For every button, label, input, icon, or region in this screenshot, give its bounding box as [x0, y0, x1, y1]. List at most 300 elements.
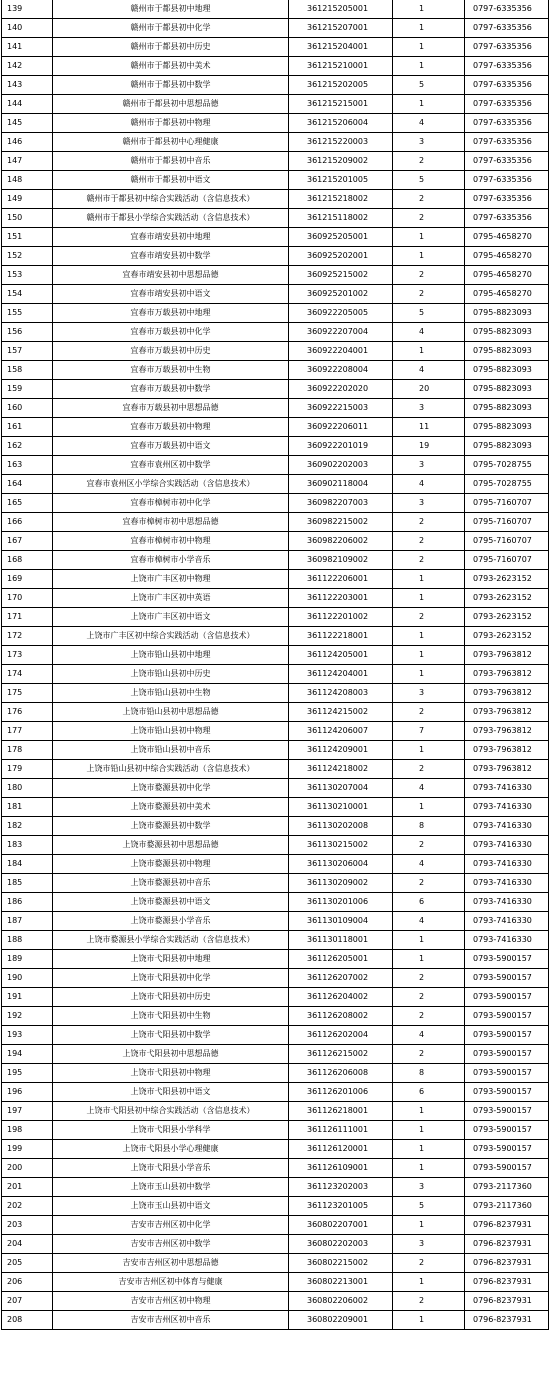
- position-code-cell: 361215220003: [289, 133, 393, 152]
- position-name-cell: 宜春市樟树市初中物理: [53, 532, 289, 551]
- row-number-cell: 151: [2, 228, 53, 247]
- headcount-cell: 6: [393, 893, 465, 912]
- position-name-cell: 上饶市婺源县初中语文: [53, 893, 289, 912]
- contact-phone-cell: 0793-5900157: [465, 988, 549, 1007]
- contact-phone-cell: 0795-4658270: [465, 228, 549, 247]
- position-code-cell: 361123202003: [289, 1178, 393, 1197]
- headcount-cell: 4: [393, 1026, 465, 1045]
- position-name-cell: 宜春市靖安县初中数学: [53, 247, 289, 266]
- position-code-cell: 361126120001: [289, 1140, 393, 1159]
- headcount-cell: 1: [393, 57, 465, 76]
- contact-phone-cell: 0795-7028755: [465, 475, 549, 494]
- row-number-cell: 160: [2, 399, 53, 418]
- table-row: [2, 57, 549, 76]
- position-name-cell: 赣州市于都县初中物理: [53, 114, 289, 133]
- row-number-cell: 200: [2, 1159, 53, 1178]
- row-number-cell: 198: [2, 1121, 53, 1140]
- position-code-cell: 360925201002: [289, 285, 393, 304]
- headcount-cell: 5: [393, 76, 465, 95]
- table-row: [2, 475, 549, 494]
- headcount-cell: 1: [393, 228, 465, 247]
- row-number-cell: 171: [2, 608, 53, 627]
- contact-phone-cell: 0793-7416330: [465, 931, 549, 950]
- position-name-cell: 宜春市万载县初中数学: [53, 380, 289, 399]
- position-name-cell: 上饶市广丰区初中物理: [53, 570, 289, 589]
- row-number-cell: 140: [2, 19, 53, 38]
- table-row: [2, 1045, 549, 1064]
- headcount-cell: 2: [393, 836, 465, 855]
- position-name-cell: 宜春市万载县初中历史: [53, 342, 289, 361]
- row-number-cell: 152: [2, 247, 53, 266]
- headcount-cell: 1: [393, 798, 465, 817]
- row-number-cell: 179: [2, 760, 53, 779]
- table-row: [2, 817, 549, 836]
- position-name-cell: 吉安市吉州区初中化学: [53, 1216, 289, 1235]
- table-row: [2, 798, 549, 817]
- row-number-cell: 193: [2, 1026, 53, 1045]
- row-number-cell: 164: [2, 475, 53, 494]
- headcount-cell: 2: [393, 608, 465, 627]
- position-name-cell: 宜春市万载县初中物理: [53, 418, 289, 437]
- headcount-cell: 2: [393, 760, 465, 779]
- table-row: [2, 1235, 549, 1254]
- table-row: [2, 437, 549, 456]
- position-code-cell: 361122218001: [289, 627, 393, 646]
- position-name-cell: 上饶市婺源县小学综合实践活动（含信息技术）: [53, 931, 289, 950]
- table-row: [2, 114, 549, 133]
- contact-phone-cell: 0795-8823093: [465, 342, 549, 361]
- position-code-cell: 361124208003: [289, 684, 393, 703]
- headcount-cell: 2: [393, 969, 465, 988]
- table-body: [2, 0, 549, 1330]
- row-number-cell: 207: [2, 1292, 53, 1311]
- contact-phone-cell: 0793-5900157: [465, 1064, 549, 1083]
- position-name-cell: 宜春市万载县初中地理: [53, 304, 289, 323]
- table-row: [2, 741, 549, 760]
- table-row: [2, 1254, 549, 1273]
- position-code-cell: 361215206004: [289, 114, 393, 133]
- contact-phone-cell: 0793-7416330: [465, 855, 549, 874]
- position-code-cell: 361215204001: [289, 38, 393, 57]
- position-code-cell: 360922205005: [289, 304, 393, 323]
- position-code-cell: 361126206008: [289, 1064, 393, 1083]
- position-code-cell: 361124206007: [289, 722, 393, 741]
- row-number-cell: 161: [2, 418, 53, 437]
- position-name-cell: 上饶市铅山县初中地理: [53, 646, 289, 665]
- position-code-cell: 361126218001: [289, 1102, 393, 1121]
- position-code-cell: 360925202001: [289, 247, 393, 266]
- contact-phone-cell: 0793-7963812: [465, 665, 549, 684]
- contact-phone-cell: 0793-5900157: [465, 1102, 549, 1121]
- position-name-cell: 上饶市弋阳县初中数学: [53, 1026, 289, 1045]
- contact-phone-cell: 0793-5900157: [465, 969, 549, 988]
- contact-phone-cell: 0793-5900157: [465, 1007, 549, 1026]
- position-name-cell: 上饶市铅山县初中思想品德: [53, 703, 289, 722]
- contact-phone-cell: 0793-7963812: [465, 722, 549, 741]
- row-number-cell: 192: [2, 1007, 53, 1026]
- position-code-cell: 361126201006: [289, 1083, 393, 1102]
- table-row: [2, 551, 549, 570]
- table-row: [2, 456, 549, 475]
- headcount-cell: 5: [393, 1197, 465, 1216]
- row-number-cell: 185: [2, 874, 53, 893]
- position-code-cell: 361126111001: [289, 1121, 393, 1140]
- headcount-cell: 1: [393, 589, 465, 608]
- headcount-cell: 2: [393, 1292, 465, 1311]
- row-number-cell: 146: [2, 133, 53, 152]
- headcount-cell: 1: [393, 247, 465, 266]
- table-row: [2, 1102, 549, 1121]
- row-number-cell: 158: [2, 361, 53, 380]
- headcount-cell: 2: [393, 1045, 465, 1064]
- table-row: [2, 342, 549, 361]
- table-row: [2, 760, 549, 779]
- table-row: [2, 513, 549, 532]
- position-name-cell: 上饶市弋阳县初中地理: [53, 950, 289, 969]
- contact-phone-cell: 0797-6335356: [465, 190, 549, 209]
- position-name-cell: 上饶市铅山县初中生物: [53, 684, 289, 703]
- position-code-cell: 361126205001: [289, 950, 393, 969]
- headcount-cell: 1: [393, 1311, 465, 1330]
- contact-phone-cell: 0795-4658270: [465, 247, 549, 266]
- position-code-cell: 361215209002: [289, 152, 393, 171]
- headcount-cell: 1: [393, 38, 465, 57]
- position-name-cell: 上饶市婺源县初中物理: [53, 855, 289, 874]
- position-code-cell: 361215118002: [289, 209, 393, 228]
- row-number-cell: 162: [2, 437, 53, 456]
- contact-phone-cell: 0795-7028755: [465, 456, 549, 475]
- contact-phone-cell: 0793-2623152: [465, 627, 549, 646]
- position-code-cell: 361130201006: [289, 893, 393, 912]
- position-name-cell: 宜春市袁州区初中数学: [53, 456, 289, 475]
- row-number-cell: 177: [2, 722, 53, 741]
- position-code-cell: 360922208004: [289, 361, 393, 380]
- headcount-cell: 2: [393, 285, 465, 304]
- table-row: [2, 1140, 549, 1159]
- table-row: [2, 779, 549, 798]
- row-number-cell: 195: [2, 1064, 53, 1083]
- headcount-cell: 1: [393, 95, 465, 114]
- position-code-cell: 361215205001: [289, 0, 393, 19]
- headcount-cell: 1: [393, 1216, 465, 1235]
- contact-phone-cell: 0793-2623152: [465, 608, 549, 627]
- row-number-cell: 169: [2, 570, 53, 589]
- table-row: [2, 323, 549, 342]
- row-number-cell: 206: [2, 1273, 53, 1292]
- position-name-cell: 赣州市于都县初中数学: [53, 76, 289, 95]
- row-number-cell: 156: [2, 323, 53, 342]
- headcount-cell: 2: [393, 532, 465, 551]
- headcount-cell: 7: [393, 722, 465, 741]
- headcount-cell: 11: [393, 418, 465, 437]
- headcount-cell: 2: [393, 513, 465, 532]
- contact-phone-cell: 0795-8823093: [465, 304, 549, 323]
- headcount-cell: 3: [393, 1178, 465, 1197]
- contact-phone-cell: 0797-6335356: [465, 114, 549, 133]
- row-number-cell: 145: [2, 114, 53, 133]
- position-code-cell: 360982207003: [289, 494, 393, 513]
- position-code-cell: 360802213001: [289, 1273, 393, 1292]
- contact-phone-cell: 0793-5900157: [465, 1026, 549, 1045]
- table-row: [2, 988, 549, 1007]
- headcount-cell: 1: [393, 19, 465, 38]
- position-code-cell: 360925215002: [289, 266, 393, 285]
- contact-phone-cell: 0796-8237931: [465, 1235, 549, 1254]
- headcount-cell: 3: [393, 684, 465, 703]
- row-number-cell: 153: [2, 266, 53, 285]
- row-number-cell: 174: [2, 665, 53, 684]
- position-name-cell: 赣州市于都县初中音乐: [53, 152, 289, 171]
- row-number-cell: 163: [2, 456, 53, 475]
- table-row: [2, 1178, 549, 1197]
- headcount-cell: 1: [393, 0, 465, 19]
- table-row: [2, 285, 549, 304]
- headcount-cell: 2: [393, 152, 465, 171]
- table-row: [2, 418, 549, 437]
- position-code-cell: 361122201002: [289, 608, 393, 627]
- row-number-cell: 196: [2, 1083, 53, 1102]
- position-name-cell: 赣州市于都县初中化学: [53, 19, 289, 38]
- contact-phone-cell: 0797-6335356: [465, 95, 549, 114]
- row-number-cell: 168: [2, 551, 53, 570]
- headcount-cell: 3: [393, 494, 465, 513]
- position-name-cell: 上饶市铅山县初中历史: [53, 665, 289, 684]
- position-name-cell: 上饶市婺源县初中音乐: [53, 874, 289, 893]
- table-row: [2, 893, 549, 912]
- position-name-cell: 上饶市婺源县小学音乐: [53, 912, 289, 931]
- headcount-cell: 1: [393, 342, 465, 361]
- contact-phone-cell: 0793-7963812: [465, 646, 549, 665]
- position-code-cell: 360802215002: [289, 1254, 393, 1273]
- contact-phone-cell: 0793-7416330: [465, 912, 549, 931]
- position-code-cell: 361124204001: [289, 665, 393, 684]
- contact-phone-cell: 0797-6335356: [465, 209, 549, 228]
- position-name-cell: 宜春市万载县初中思想品德: [53, 399, 289, 418]
- row-number-cell: 172: [2, 627, 53, 646]
- row-number-cell: 178: [2, 741, 53, 760]
- row-number-cell: 199: [2, 1140, 53, 1159]
- row-number-cell: 141: [2, 38, 53, 57]
- table-row: [2, 646, 549, 665]
- position-code-cell: 360922201019: [289, 437, 393, 456]
- position-code-cell: 361130207004: [289, 779, 393, 798]
- contact-phone-cell: 0793-7416330: [465, 893, 549, 912]
- position-code-cell: 361124205001: [289, 646, 393, 665]
- position-name-cell: 上饶市弋阳县初中思想品德: [53, 1045, 289, 1064]
- row-number-cell: 181: [2, 798, 53, 817]
- row-number-cell: 204: [2, 1235, 53, 1254]
- table-row: [2, 152, 549, 171]
- contact-phone-cell: 0793-7963812: [465, 741, 549, 760]
- position-name-cell: 上饶市玉山县初中数学: [53, 1178, 289, 1197]
- position-code-cell: 361126208002: [289, 1007, 393, 1026]
- table-row: [2, 1216, 549, 1235]
- row-number-cell: 191: [2, 988, 53, 1007]
- table-row: [2, 304, 549, 323]
- contact-phone-cell: 0793-2117360: [465, 1178, 549, 1197]
- position-name-cell: 上饶市广丰区初中英语: [53, 589, 289, 608]
- contact-phone-cell: 0795-7160707: [465, 532, 549, 551]
- contact-phone-cell: 0797-6335356: [465, 19, 549, 38]
- position-name-cell: 吉安市吉州区初中思想品德: [53, 1254, 289, 1273]
- contact-phone-cell: 0797-6335356: [465, 152, 549, 171]
- position-code-cell: 361215218002: [289, 190, 393, 209]
- headcount-cell: 3: [393, 1235, 465, 1254]
- contact-phone-cell: 0795-8823093: [465, 418, 549, 437]
- position-name-cell: 上饶市婺源县初中化学: [53, 779, 289, 798]
- contact-phone-cell: 0793-5900157: [465, 1045, 549, 1064]
- contact-phone-cell: 0796-8237931: [465, 1254, 549, 1273]
- headcount-cell: 1: [393, 950, 465, 969]
- table-row: [2, 1083, 549, 1102]
- table-row: [2, 361, 549, 380]
- row-number-cell: 139: [2, 0, 53, 19]
- headcount-cell: 2: [393, 551, 465, 570]
- table-row: [2, 399, 549, 418]
- position-code-cell: 361130109004: [289, 912, 393, 931]
- headcount-cell: 2: [393, 266, 465, 285]
- position-name-cell: 赣州市于都县初中综合实践活动（含信息技术）: [53, 190, 289, 209]
- row-number-cell: 148: [2, 171, 53, 190]
- contact-phone-cell: 0795-8823093: [465, 437, 549, 456]
- table-row: [2, 950, 549, 969]
- headcount-cell: 4: [393, 323, 465, 342]
- position-code-cell: 361215215001: [289, 95, 393, 114]
- row-number-cell: 187: [2, 912, 53, 931]
- position-code-cell: 360802202003: [289, 1235, 393, 1254]
- contact-phone-cell: 0793-5900157: [465, 1159, 549, 1178]
- row-number-cell: 202: [2, 1197, 53, 1216]
- table-row: [2, 722, 549, 741]
- table-row: [2, 95, 549, 114]
- position-name-cell: 上饶市弋阳县小学科学: [53, 1121, 289, 1140]
- table-row: [2, 912, 549, 931]
- position-code-cell: 360802209001: [289, 1311, 393, 1330]
- headcount-cell: 2: [393, 209, 465, 228]
- position-code-cell: 361130215002: [289, 836, 393, 855]
- headcount-cell: 2: [393, 1254, 465, 1273]
- row-number-cell: 186: [2, 893, 53, 912]
- row-number-cell: 149: [2, 190, 53, 209]
- row-number-cell: 208: [2, 1311, 53, 1330]
- contact-phone-cell: 0797-6335356: [465, 57, 549, 76]
- table-row: [2, 228, 549, 247]
- contact-phone-cell: 0796-8237931: [465, 1292, 549, 1311]
- position-name-cell: 上饶市玉山县初中语文: [53, 1197, 289, 1216]
- position-code-cell: 361126109001: [289, 1159, 393, 1178]
- row-number-cell: 205: [2, 1254, 53, 1273]
- position-code-cell: 361215201005: [289, 171, 393, 190]
- position-name-cell: 上饶市弋阳县初中物理: [53, 1064, 289, 1083]
- table-row: [2, 836, 549, 855]
- position-name-cell: 宜春市万载县初中化学: [53, 323, 289, 342]
- headcount-cell: 3: [393, 133, 465, 152]
- row-number-cell: 194: [2, 1045, 53, 1064]
- contact-phone-cell: 0793-7416330: [465, 836, 549, 855]
- position-code-cell: 360922215003: [289, 399, 393, 418]
- contact-phone-cell: 0793-2623152: [465, 589, 549, 608]
- position-code-cell: 360922207004: [289, 323, 393, 342]
- position-name-cell: 赣州市于都县初中思想品德: [53, 95, 289, 114]
- table-row: [2, 380, 549, 399]
- headcount-cell: 4: [393, 114, 465, 133]
- headcount-cell: 3: [393, 399, 465, 418]
- contact-phone-cell: 0795-7160707: [465, 551, 549, 570]
- position-name-cell: 赣州市于都县小学综合实践活动（含信息技术）: [53, 209, 289, 228]
- position-code-cell: 361124215002: [289, 703, 393, 722]
- headcount-cell: 2: [393, 874, 465, 893]
- position-code-cell: 361122206001: [289, 570, 393, 589]
- row-number-cell: 159: [2, 380, 53, 399]
- contact-phone-cell: 0793-5900157: [465, 1121, 549, 1140]
- contact-phone-cell: 0793-7963812: [465, 760, 549, 779]
- table-row: [2, 532, 549, 551]
- table-row: [2, 665, 549, 684]
- contact-phone-cell: 0793-2117360: [465, 1197, 549, 1216]
- headcount-cell: 1: [393, 646, 465, 665]
- headcount-cell: 5: [393, 171, 465, 190]
- headcount-cell: 1: [393, 1102, 465, 1121]
- table-row: [2, 931, 549, 950]
- contact-phone-cell: 0793-7963812: [465, 703, 549, 722]
- contact-phone-cell: 0793-7416330: [465, 779, 549, 798]
- position-code-cell: 361124209001: [289, 741, 393, 760]
- row-number-cell: 150: [2, 209, 53, 228]
- position-code-cell: 361124218002: [289, 760, 393, 779]
- position-name-cell: 吉安市吉州区初中体育与健康: [53, 1273, 289, 1292]
- table-row: [2, 1273, 549, 1292]
- headcount-cell: 1: [393, 1159, 465, 1178]
- position-code-cell: 360802207001: [289, 1216, 393, 1235]
- contact-phone-cell: 0793-2623152: [465, 570, 549, 589]
- position-code-cell: 360982109002: [289, 551, 393, 570]
- contact-phone-cell: 0793-7416330: [465, 798, 549, 817]
- row-number-cell: 189: [2, 950, 53, 969]
- position-name-cell: 上饶市弋阳县小学心理健康: [53, 1140, 289, 1159]
- position-name-cell: 上饶市铅山县初中音乐: [53, 741, 289, 760]
- contact-phone-cell: 0797-6335356: [465, 0, 549, 19]
- headcount-cell: 19: [393, 437, 465, 456]
- contact-phone-cell: 0795-8823093: [465, 361, 549, 380]
- position-code-cell: 361215202005: [289, 76, 393, 95]
- headcount-cell: 4: [393, 855, 465, 874]
- row-number-cell: 201: [2, 1178, 53, 1197]
- position-name-cell: 宜春市袁州区小学综合实践活动（含信息技术）: [53, 475, 289, 494]
- contact-phone-cell: 0796-8237931: [465, 1311, 549, 1330]
- headcount-cell: 2: [393, 1007, 465, 1026]
- table-row: [2, 627, 549, 646]
- position-code-cell: 360922202020: [289, 380, 393, 399]
- position-name-cell: 宜春市万载县初中生物: [53, 361, 289, 380]
- headcount-cell: 2: [393, 703, 465, 722]
- contact-phone-cell: 0795-4658270: [465, 266, 549, 285]
- table-row: [2, 1159, 549, 1178]
- position-code-cell: 361126207002: [289, 969, 393, 988]
- position-code-cell: 360902118004: [289, 475, 393, 494]
- row-number-cell: 180: [2, 779, 53, 798]
- position-name-cell: 上饶市弋阳县初中历史: [53, 988, 289, 1007]
- table-row: [2, 1064, 549, 1083]
- row-number-cell: 190: [2, 969, 53, 988]
- position-code-cell: 361130206004: [289, 855, 393, 874]
- headcount-cell: 1: [393, 570, 465, 589]
- headcount-cell: 4: [393, 912, 465, 931]
- table-row: [2, 0, 549, 19]
- position-code-cell: 360902202003: [289, 456, 393, 475]
- table-row: [2, 1311, 549, 1330]
- headcount-cell: 1: [393, 1273, 465, 1292]
- headcount-cell: 5: [393, 304, 465, 323]
